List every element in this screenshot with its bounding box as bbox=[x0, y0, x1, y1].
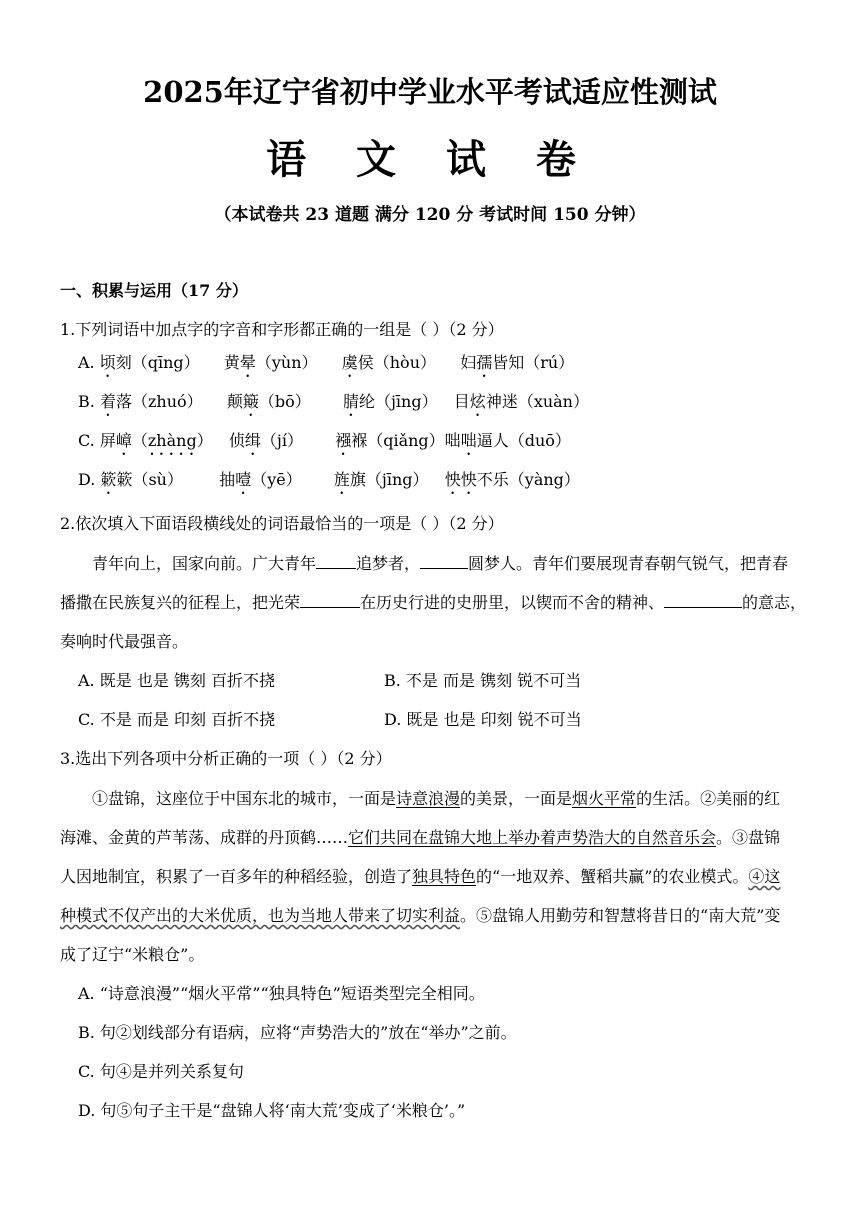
option-letter: A. bbox=[78, 353, 95, 372]
dotted-char: 簌 bbox=[100, 470, 117, 489]
option-word: 簌（sù） bbox=[116, 470, 183, 489]
q3-passage-line4: 种模式不仅产出的大米优质，也为当地人带来了切实利益。⑤盘锦人用勤劳和智慧将昔日的“南大荒”变 bbox=[60, 906, 781, 925]
q1-option-d bbox=[78, 467, 580, 498]
fill-blank bbox=[300, 593, 360, 608]
option-word: 纶（jīng） bbox=[358, 392, 438, 411]
option-word: 侯（hòu） bbox=[357, 353, 436, 372]
q1-option-a bbox=[78, 350, 574, 381]
option-word: 屏 bbox=[99, 431, 116, 450]
option-pinyin: （bō） bbox=[258, 392, 311, 411]
option-word: 刻（qīng） bbox=[115, 353, 200, 372]
dotted-char: 嶂（zhàng） bbox=[115, 431, 213, 450]
wavy-underlined-text: ④这 bbox=[748, 867, 781, 886]
option-pinyin: （yùn） bbox=[255, 353, 318, 372]
option-word: 不乐（yàng） bbox=[476, 470, 580, 489]
option-letter: B. bbox=[78, 392, 95, 411]
exam-title: 2025年辽宁省初中学业水平考试适应性测试 bbox=[143, 75, 717, 109]
option-word: 褓（qiǎng） bbox=[351, 431, 445, 450]
option-letter: C. bbox=[78, 431, 95, 450]
underlined-sentence: 它们共同在盘锦大地上举办着声势浩大的自然音乐会 bbox=[348, 828, 717, 847]
q3-passage-line3: 人因地制宜，积累了一百多年的种稻经验，创造了独具特色的“一地双养、蟹稻共赢”的农业模式。④这 bbox=[60, 867, 781, 886]
dotted-char: 怏 bbox=[444, 470, 461, 489]
wavy-underlined-text: 种模式不仅产出的大米优质，也为当地人带来了切实利益 bbox=[60, 906, 461, 925]
q2-option-a: A. 既是 也是 镌刻 百折不挠 bbox=[78, 671, 275, 690]
option-word: 抽 bbox=[219, 470, 236, 489]
q3-option-a: A. “诗意浪漫”“烟火平常”“独具特色”短语类型完全相同。 bbox=[78, 984, 485, 1003]
option-word: 颠 bbox=[226, 392, 243, 411]
q2-passage-line3: 奏响时代最强音。 bbox=[60, 632, 189, 651]
option-word: 神迷（xuàn） bbox=[485, 392, 589, 411]
dotted-char: 噎 bbox=[235, 470, 252, 489]
option-word: 黄 bbox=[223, 353, 240, 372]
q3-passage-line1: ①盘锦，这座位于中国东北的城市，一面是诗意浪漫的美景，一面是烟火平常的生活。②美丽的红 bbox=[92, 789, 781, 808]
option-word: 侦 bbox=[228, 431, 245, 450]
q2-option-b: B. 不是 而是 镌刻 锐不可当 bbox=[384, 671, 582, 690]
option-word: 妇 bbox=[460, 353, 477, 372]
q3-option-c: C. 句④是并列关系复句 bbox=[78, 1062, 244, 1081]
dotted-char: 着 bbox=[99, 392, 116, 411]
dotted-char: 晕 bbox=[239, 353, 256, 372]
option-pinyin: （yē） bbox=[251, 470, 302, 489]
q3-option-b: B. 句②划线部分有语病，应将“声势浩大的”放在“举办”之前。 bbox=[78, 1023, 517, 1042]
exam-info: （本试卷共 23 道题 满分 120 分 考试时间 150 分钟） bbox=[214, 205, 646, 225]
dotted-char: 旌 bbox=[333, 470, 350, 489]
option-word: 旗（jīng） bbox=[349, 470, 429, 489]
dotted-char: 怏 bbox=[460, 470, 477, 489]
fill-blank bbox=[420, 554, 468, 569]
option-word: 咄 bbox=[444, 431, 461, 450]
dotted-char: 炫 bbox=[469, 392, 486, 411]
option-word: 逼人（duō） bbox=[476, 431, 571, 450]
option-pinyin: （jí） bbox=[260, 431, 304, 450]
option-word: 皆知（rú） bbox=[492, 353, 575, 372]
q2-option-d: D. 既是 也是 印刻 锐不可当 bbox=[384, 710, 582, 729]
option-word: 目 bbox=[453, 392, 470, 411]
dotted-char: 襁 bbox=[335, 431, 352, 450]
q2-passage-line1: 青年向上，国家向前。广大青年 追梦者， 圆梦人。青年们要展现青春朝气锐气，把青春 bbox=[92, 554, 789, 573]
subject-title: 语 文 试 卷 bbox=[266, 136, 594, 183]
dotted-char: 腈 bbox=[342, 392, 359, 411]
underlined-phrase: 诗意浪漫 bbox=[396, 789, 461, 808]
q1-option-b bbox=[78, 389, 589, 420]
q3-option-d: D. 句⑤句子主干是“盘锦人将‘南大荒’变成了‘米粮仓’。” bbox=[78, 1101, 466, 1120]
section-heading: 一、积累与运用（17 分） bbox=[60, 281, 248, 300]
dotted-char: 簸 bbox=[242, 392, 259, 411]
q2-passage-line2: 播撒在民族复兴的征程上，把光荣 在历史行进的史册里，以锲而不舍的精神、 的意志， bbox=[60, 593, 807, 612]
dotted-char: 虞 bbox=[341, 353, 358, 372]
q3-passage-line2: 海滩、金黄的芦苇荡、成群的丹顶鹤……它们共同在盘锦大地上举办着声势浩大的自然音乐会。③盘锦 bbox=[60, 828, 781, 847]
underlined-phrase: 独具特色 bbox=[412, 867, 477, 886]
q1-stem: 1.下列词语中加点字的字音和字形都正确的一组是（ ）（2 分） bbox=[60, 320, 504, 339]
option-word: 落（zhuó） bbox=[115, 392, 203, 411]
option-letter: D. bbox=[78, 470, 96, 489]
q1-option-c bbox=[78, 428, 571, 459]
underlined-phrase: 烟火平常 bbox=[572, 789, 637, 808]
q3-passage-line5: 成了辽宁“米粮仓”。 bbox=[60, 945, 205, 964]
q2-stem: 2.依次填入下面语段横线处的词语最恰当的一项是（ ）（2 分） bbox=[60, 514, 504, 533]
dotted-char: 顷 bbox=[99, 353, 116, 372]
q2-option-c: C. 不是 而是 印刻 百折不挠 bbox=[78, 710, 276, 729]
dotted-char: 咄 bbox=[460, 431, 477, 450]
dotted-char: 缉 bbox=[244, 431, 261, 450]
dotted-char: 孺 bbox=[476, 353, 493, 372]
fill-blank bbox=[316, 554, 356, 569]
fill-blank bbox=[664, 593, 742, 608]
q3-stem: 3.选出下列各项中分析正确的一项（ ）（2 分） bbox=[60, 749, 392, 768]
